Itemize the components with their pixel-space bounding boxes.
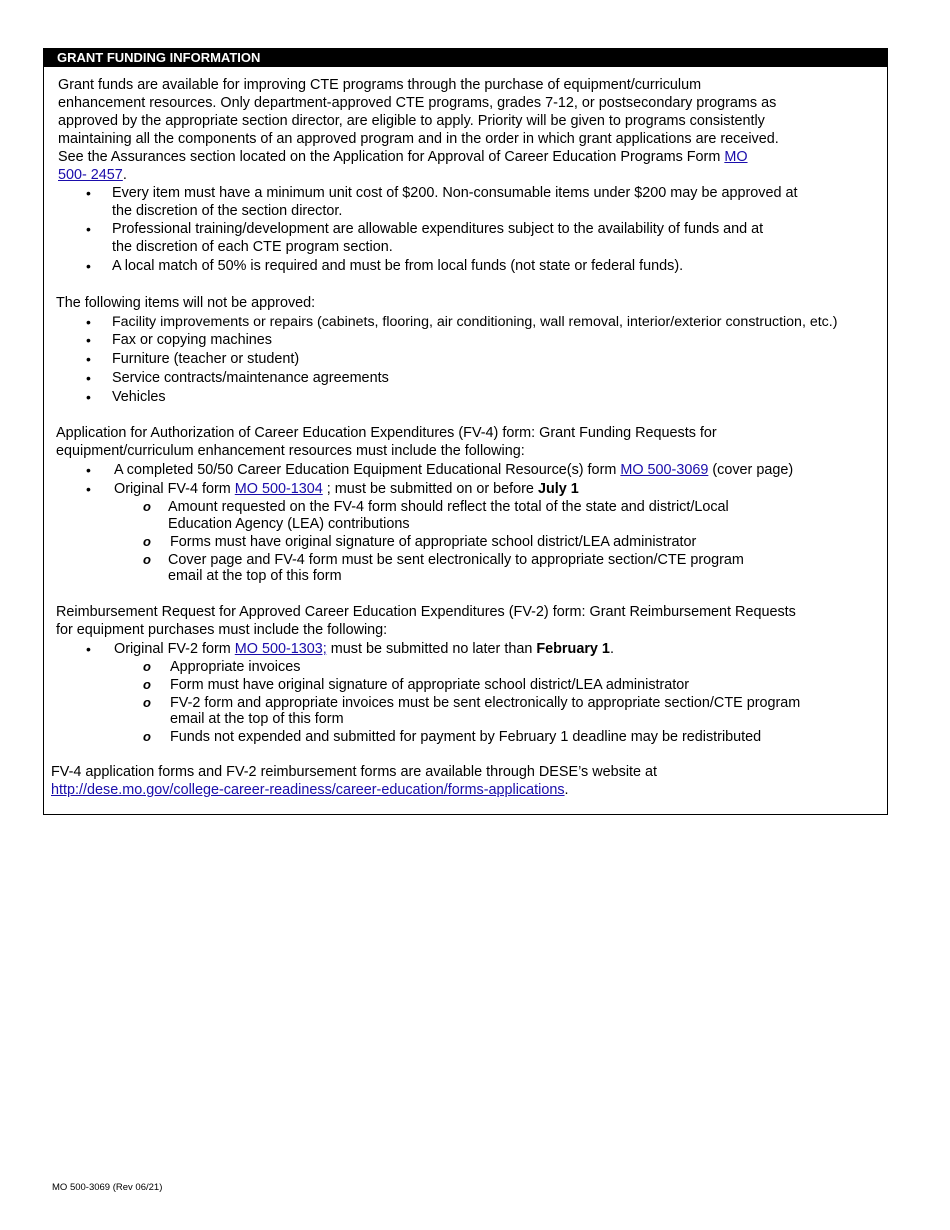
fv2-sub-3-line-1: FV-2 form and appropriate invoices must be sent electronically to appropriate section/CTE program <box>170 695 801 711</box>
intro-line-6 <box>58 166 127 184</box>
intro-end: . <box>122 167 127 183</box>
mo-500-2457-link-cont[interactable]: 500- 2457 <box>58 167 123 183</box>
intro-line-2: enhancement resources. Only department-approved CTE programs, grades 7-12, or postsecondary programs as <box>58 95 777 111</box>
closing-line-2 <box>51 781 569 799</box>
fv2-sub-3-line-2: email at the top of this form <box>170 711 344 727</box>
fv4-bullet-2-text: Original FV-4 form <box>114 481 235 497</box>
closing-line-1: FV-4 application forms and FV-2 reimbursement forms are available through DESE’s website at <box>51 764 658 780</box>
intro-line-4: maintaining all the components of an approved program and in the order in which grant applications are received. <box>58 131 779 147</box>
bullet-icon: • <box>86 462 91 478</box>
fv4-bullet-1-text: A completed 50/50 Career Education Equipment Educational Resource(s) form <box>114 462 621 478</box>
eligibility-item-1-line-2: the discretion of the section director. <box>112 203 343 219</box>
fv4-intro-line-2: equipment/curriculum enhancement resources must include the following: <box>56 443 525 459</box>
fv4-bullet-1 <box>114 461 793 479</box>
bullet-icon: • <box>86 221 91 237</box>
fv4-sub-1-line-2: Education Agency (LEA) contributions <box>168 516 410 532</box>
sub-bullet-icon: o <box>143 552 151 567</box>
fv4-sub-3-line-1: Cover page and FV-4 form must be sent electronically to appropriate section/CTE program <box>168 552 744 568</box>
sub-bullet-icon: o <box>143 729 151 744</box>
fv2-bullet-text: Original FV-2 form <box>114 641 235 657</box>
not-approved-item-2: Fax or copying machines <box>112 332 272 348</box>
bullet-icon: • <box>86 258 91 274</box>
fv4-bullet-2 <box>114 480 579 498</box>
sub-bullet-icon: o <box>143 695 151 710</box>
intro-line-5 <box>58 148 748 166</box>
sub-bullet-icon: o <box>143 499 151 514</box>
intro-line-1: Grant funds are available for improving CTE programs through the purchase of equipment/curriculum <box>58 77 702 93</box>
fv4-sub-3-line-2: email at the top of this form <box>168 568 342 584</box>
fv2-intro-line-1: Reimbursement Request for Approved Career Education Expenditures (FV-2) form: Grant Reimbursement Requests <box>56 604 796 620</box>
bullet-icon: • <box>86 185 91 201</box>
sub-bullet-icon: o <box>143 677 151 692</box>
fv4-intro-line-1: Application for Authorization of Career Education Expenditures (FV-4) form: Grant Funding Requests for <box>56 425 717 441</box>
bullet-icon: • <box>86 481 91 497</box>
eligibility-item-2-line-2: the discretion of each CTE program section. <box>112 239 393 255</box>
bullet-icon: • <box>86 314 91 330</box>
bullet-icon: • <box>86 370 91 386</box>
bullet-icon: • <box>86 389 91 405</box>
bullet-icon: • <box>86 641 91 657</box>
dese-forms-link[interactable]: http://dese.mo.gov/college-career-readiness/career-education/forms-applications <box>51 782 565 798</box>
fv4-sub-2: Forms must have original signature of appropriate school district/LEA administrator <box>170 534 697 550</box>
sub-bullet-icon: o <box>143 659 151 674</box>
mo-500-3069-link[interactable]: MO 500-3069 <box>620 462 709 478</box>
not-approved-item-3: Furniture (teacher or student) <box>112 351 300 367</box>
fv4-deadline: July 1 <box>537 481 579 497</box>
mo-500-1303-link[interactable]: MO 500-1303; <box>234 641 327 657</box>
section-title: GRANT FUNDING INFORMATION <box>44 49 887 67</box>
fv4-bullet-1-post: (cover page) <box>708 462 794 478</box>
eligibility-item-1-line-1: Every item must have a minimum unit cost of $200. Non-consumable items under $200 may be approved at <box>112 185 798 201</box>
closing-end: . <box>564 782 569 798</box>
fv2-sub-2: Form must have original signature of appropriate school district/LEA administrator <box>170 677 690 693</box>
not-approved-item-1: Facility improvements or repairs (cabinets, flooring, air conditioning, wall removal, interior/exterior construction, etc.) <box>112 314 838 330</box>
eligibility-item-2-line-1: Professional training/development are allowable expenditures subject to the availability of funds and at <box>112 221 764 237</box>
bullet-icon: • <box>86 351 91 367</box>
form-footer: MO 500-3069 (Rev 06/21) <box>52 1182 163 1193</box>
not-approved-heading: The following items will not be approved: <box>56 295 316 311</box>
fv2-bullet <box>114 640 614 658</box>
bullet-icon: • <box>86 332 91 348</box>
eligibility-item-3: A local match of 50% is required and must be from local funds (not state or federal funds). <box>112 258 684 274</box>
mo-500-1304-link[interactable]: MO 500-1304 <box>234 481 323 497</box>
fv2-bullet-mid: must be submitted no later than <box>326 641 537 657</box>
intro-line-5-text: See the Assurances section located on the Application for Approval of Career Education Programs Form <box>58 149 725 165</box>
fv2-intro-line-2: for equipment purchases must include the following: <box>56 622 388 638</box>
fv2-sub-1: Appropriate invoices <box>170 659 301 675</box>
fv4-sub-1-line-1: Amount requested on the FV-4 form should reflect the total of the state and district/Local <box>168 499 729 515</box>
fv2-deadline: February 1 <box>536 641 610 657</box>
fv2-bullet-end: . <box>609 641 614 657</box>
fv4-bullet-2-mid: ; must be submitted on or before <box>322 481 538 497</box>
intro-line-3: approved by the appropriate section director, are eligible to apply. Priority will be given to programs consistently <box>58 113 765 129</box>
fv2-sub-4: Funds not expended and submitted for payment by February 1 deadline may be redistributed <box>170 729 762 745</box>
sub-bullet-icon: o <box>143 534 151 549</box>
mo-500-2457-link[interactable]: MO <box>724 149 748 165</box>
not-approved-item-5: Vehicles <box>112 389 166 405</box>
not-approved-item-4: Service contracts/maintenance agreements <box>112 370 389 386</box>
